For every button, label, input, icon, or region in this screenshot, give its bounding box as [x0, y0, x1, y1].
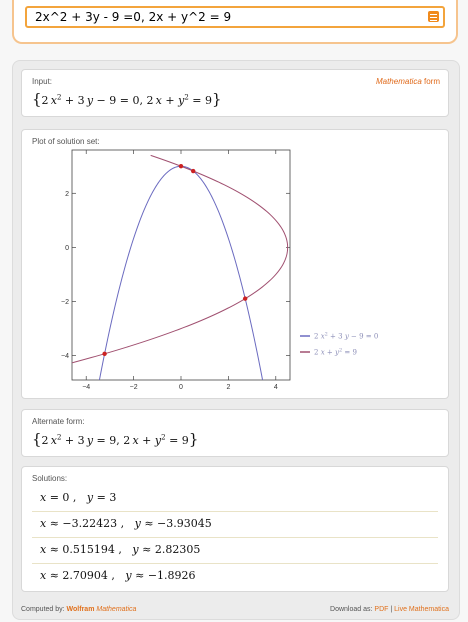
alternate-expression: {2 $x^2 + 3$ y = 9, 2 $x + y^2 = 9$}: [32, 430, 199, 448]
download-links: [330, 606, 449, 613]
solution-row: [32, 537, 438, 564]
x-tick-label: 2: [226, 384, 231, 391]
solution-2: x ≈ −3.22423 , y ≈ −3.93045: [40, 517, 212, 530]
series-parabola-line: [72, 166, 290, 400]
solutions-pod: [21, 466, 449, 592]
solution-1: x = 0 , y = 3: [40, 491, 117, 504]
solution-point: [243, 296, 247, 300]
solution-row: [32, 511, 438, 538]
legend-label: 2 $x^2 + 3$ y − 9 = 0: [314, 331, 379, 341]
brand-italic[interactable]: Mathematica: [96, 606, 137, 613]
y-tick-label: −4: [61, 353, 69, 361]
alternate-form-pod: [21, 409, 449, 457]
legend-label: 2 $x + y^2 = 9$: [314, 347, 357, 357]
solution-plot: [22, 130, 448, 400]
pod-title: Alternate form:: [32, 417, 85, 426]
y-tick-label: 0: [65, 244, 69, 252]
x-tick-label: −4: [82, 384, 91, 391]
brand-name[interactable]: Wolfram: [66, 606, 95, 613]
solution-point: [191, 169, 195, 173]
link-italic[interactable]: Mathematica: [375, 77, 422, 86]
solution-row: [32, 563, 438, 589]
results-panel: [12, 60, 460, 620]
pod-title: Plot of solution set:: [32, 137, 100, 146]
separator: |: [390, 606, 393, 613]
link-rest[interactable]: form: [421, 77, 440, 86]
query-text[interactable]: 2x^2 + 3y - 9 =0, 2x + y^2 = 9: [35, 10, 232, 24]
computed-by-label: Computed by:: [21, 606, 65, 613]
pdf-link[interactable]: PDF: [374, 606, 389, 613]
results-footer: [21, 606, 449, 613]
solution-point: [179, 164, 183, 168]
input-expression: {2 $x^2 + 3$ y − 9 = 0, 2 $x + y^2 = 9$}: [32, 90, 222, 108]
solution-row: [32, 485, 438, 512]
live-mathematica-link[interactable]: Live Mathematica: [394, 606, 449, 613]
solution-point: [102, 352, 106, 356]
y-tick-label: −2: [61, 299, 69, 307]
input-pod: [21, 69, 449, 117]
plot-frame: [72, 150, 290, 380]
menu-lines-icon[interactable]: [428, 11, 439, 22]
x-tick-label: 4: [273, 384, 278, 391]
x-tick-label: −2: [129, 384, 138, 391]
download-as-label: Download as:: [330, 606, 373, 613]
pod-title: Input:: [32, 77, 53, 86]
solution-3: x ≈ 0.515194 , y ≈ 2.82305: [40, 543, 201, 556]
mathematica-form-link[interactable]: [376, 77, 440, 86]
pod-title: Solutions:: [32, 474, 68, 483]
plot-pod: [21, 129, 449, 399]
wolfram-mathematica-logo[interactable]: [67, 606, 137, 613]
solution-4: x ≈ 2.70904 , y ≈ −1.8926: [40, 569, 196, 582]
x-tick-label: 0: [179, 384, 183, 391]
query-input[interactable]: [25, 6, 445, 28]
y-tick-label: 2: [65, 190, 69, 198]
